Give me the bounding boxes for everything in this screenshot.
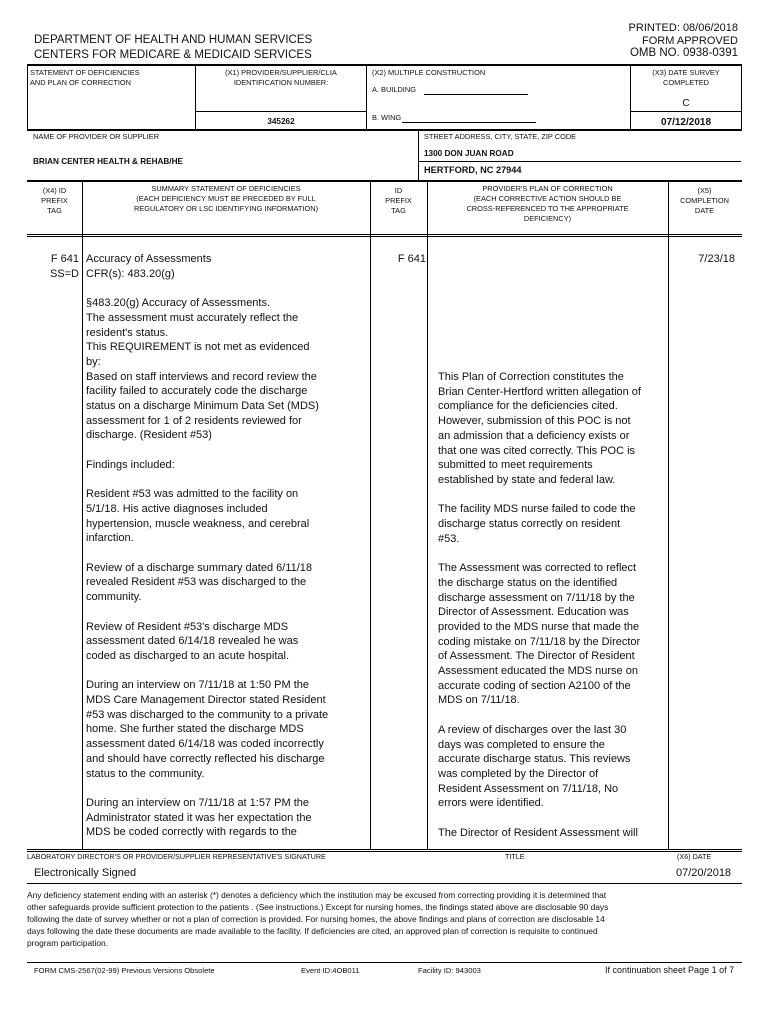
id-prefix-tag: F 641 xyxy=(397,253,426,265)
provider-number: 345262 xyxy=(267,117,295,126)
summary-line: assessment for 1 of 2 residents reviewed for xyxy=(86,414,302,427)
address-street: 1300 DON JUAN ROAD xyxy=(424,149,514,158)
plan-line: This Plan of Correction constitutes the xyxy=(438,371,624,383)
survey-date: 07/12/2018 xyxy=(660,117,712,128)
summary-line: and should have correctly reflected his discharge xyxy=(86,752,325,765)
plan-line: that one was cited correctly. This POC is xyxy=(438,444,636,457)
plan-line xyxy=(438,811,666,826)
plan-line: #53. xyxy=(438,532,460,545)
plan-line: accurate discharge status. This reviews xyxy=(438,753,631,766)
plan-line xyxy=(438,708,666,723)
summary-line: revealed Resident #53 was discharged to the xyxy=(86,576,307,589)
plan-line: discharge status correctly on resident xyxy=(438,518,621,531)
x4-header: (X4) ID PREFIX TAG xyxy=(41,186,68,215)
wing-label: B. WING xyxy=(372,113,402,122)
event-id: Event ID:4OB011 xyxy=(301,966,360,975)
summary-line: assessment dated 6/14/18 revealed he was xyxy=(86,635,299,648)
plan-line: of Assessment. The Director of Resident xyxy=(438,650,635,663)
form-id: FORM CMS-2567(02-99) Previous Versions Obsolete xyxy=(34,966,215,975)
summary-line: facility failed to accurately code the discharge xyxy=(86,385,308,398)
plan-line: provided to the MDS nurse that made the xyxy=(438,620,640,633)
omb-number: OMB NO. 0938-0391 xyxy=(629,47,738,59)
summary-line: home. She further stated the discharge MDS xyxy=(86,723,304,736)
summary-line: status to the community. xyxy=(86,767,205,780)
summary-line xyxy=(86,281,366,296)
summary-line: Review of Resident #53's discharge MDS xyxy=(86,620,289,633)
x3-label: (X3) DATE SURVEY COMPLETED xyxy=(652,68,720,87)
summary-line xyxy=(86,605,366,620)
provider-label: NAME OF PROVIDER OR SUPPLIER xyxy=(33,132,160,141)
summary-line: Accuracy of Assessments xyxy=(86,253,212,265)
signature-date: 07/20/2018 xyxy=(676,867,732,879)
summary-line: resident's status. xyxy=(86,326,169,339)
summary-line: infarction. xyxy=(86,532,134,545)
plan-text xyxy=(438,370,666,840)
summary-line: Findings included: xyxy=(86,458,175,471)
summary-line: §483.20(g) Accuracy of Assessments. xyxy=(86,297,271,310)
plan-line: submitted to meet requirements xyxy=(438,459,593,472)
plan-line xyxy=(438,546,666,561)
plan-line xyxy=(438,488,666,503)
printed-date: PRINTED: 08/06/2018 xyxy=(628,22,738,34)
plan-line: errors were identified. xyxy=(438,797,544,810)
plan-line: Assessment educated the MDS nurse on xyxy=(438,665,638,678)
address-label: STREET ADDRESS, CITY, STATE, ZIP CODE xyxy=(424,132,577,141)
summary-line: MDS Care Management Director stated Resident xyxy=(86,694,326,706)
facility-id: Facility ID: 943003 xyxy=(418,966,481,975)
summary-line: coded as discharged to an acute hospital. xyxy=(86,649,290,662)
summary-line: Based on staff interviews and record review the xyxy=(86,370,317,383)
plan-line: discharge assessment on 7/11/18 by the xyxy=(438,591,635,604)
plan-line: an admission that a deficiency exists or xyxy=(438,429,630,442)
plan-line: The Director of Resident Assessment will xyxy=(438,826,638,839)
plan-line: A review of discharges over the last 30 xyxy=(438,723,627,736)
signature-label: LABORATORY DIRECTOR'S OR PROVIDER/SUPPLIER REPRESENTATIVE'S SIGNATURE xyxy=(27,852,326,861)
summary-line xyxy=(86,664,366,679)
plan-line: Brian Center-Hertford written allegation of xyxy=(438,385,641,398)
plan-line: the discharge status on the identified xyxy=(438,576,618,589)
plan-line: established by state and federal law. xyxy=(438,473,616,486)
plan-line: coding mistake on 7/11/18 by the Director xyxy=(438,635,641,648)
disclaimer: Any deficiency statement ending with an asterisk (*) denotes a deficiency which the institution may be excused from correcting providing it is determined that other safeguards provide sufficient protection to the patients . (See instructions.) Except for nursing homes, the findings stated above are disclosable 90 days following the date of survey whether or not a plan of correction is provided. For nursing homes, the above findings and plans of correction are disclosable 14 days following the date these documents are made available to the facility. If deficiencies are cited, an approved plan of correction is requisite to continued program participation. xyxy=(27,890,609,948)
title-label: TITLE xyxy=(505,852,525,861)
summary-line: Review of a discharge summary dated 6/11/18 xyxy=(86,561,313,574)
summary-line: MDS be coded correctly with regards to the xyxy=(86,826,297,839)
summary-line: hypertension, muscle weakness, and cerebral xyxy=(86,517,310,530)
summary-line xyxy=(86,781,366,796)
summary-line: assessment dated 6/14/18 was coded incorrectly xyxy=(86,738,324,751)
plan-line: The Assessment was corrected to reflect xyxy=(438,562,637,575)
signature-value: Electronically Signed xyxy=(34,867,137,879)
summary-text xyxy=(86,252,366,840)
plan-line: The facility MDS nurse failed to code the xyxy=(438,503,636,516)
centers-title: CENTERS FOR MEDICARE & MEDICAID SERVICES xyxy=(34,49,312,61)
department-title: DEPARTMENT OF HEALTH AND HUMAN SERVICES xyxy=(34,34,313,46)
provider-name: BRIAN CENTER HEALTH & REHAB/HE xyxy=(33,157,183,166)
plan-line: Resident Assessment on 7/11/18, No xyxy=(438,782,619,795)
summary-line: #53 was discharged to the community to a private xyxy=(86,708,329,721)
summary-line: This REQUIREMENT is not met as evidenced xyxy=(86,341,310,354)
id-header: ID PREFIX TAG xyxy=(385,186,412,215)
summary-line xyxy=(86,546,366,561)
statement-label: STATEMENT OF DEFICIENCIES AND PLAN OF CORRECTION xyxy=(30,68,140,87)
summary-line: community. xyxy=(86,591,142,604)
summary-line: The assessment must accurately reflect the xyxy=(86,311,299,324)
plan-line: days was completed to ensure the xyxy=(438,738,605,751)
date-label: (X6) DATE xyxy=(677,852,712,861)
completion-date: 7/23/18 xyxy=(698,253,735,265)
summary-line: During an interview on 7/11/18 at 1:57 PM the xyxy=(86,796,309,809)
address-city: HERTFORD, NC 27944 xyxy=(424,165,522,175)
summary-line: by: xyxy=(86,355,101,368)
x2-label: (X2) MULTIPLE CONSTRUCTION xyxy=(372,68,486,77)
form-approved: FORM APPROVED xyxy=(642,34,738,47)
plan-line: was completed by the Director of xyxy=(438,767,599,780)
summary-line: 5/1/18. His active diagnoses included xyxy=(86,502,268,515)
page-number: If continuation sheet Page 1 of 7 xyxy=(605,965,735,975)
summary-header: SUMMARY STATEMENT OF DEFICIENCIES (EACH DEFICIENCY MUST BE PRECEDED BY FULL REGULATORY OR LSC IDENTIFYING INFORMATION) xyxy=(133,184,319,213)
plan-line: MDS on 7/11/18. xyxy=(438,694,520,707)
tag-prefix: F 641 SS=D xyxy=(49,253,79,280)
summary-line xyxy=(86,473,366,488)
plan-line: However, submission of this POC is not xyxy=(438,415,631,428)
summary-line: Resident #53 was admitted to the facility on xyxy=(86,488,299,501)
plan-line: compliance for the deficiencies cited. xyxy=(438,400,618,413)
summary-line: CFR(s): 483.20(g) xyxy=(86,267,175,280)
plan-line: accurate coding of section A2100 of the xyxy=(438,679,631,692)
building-label: A. BUILDING xyxy=(372,85,416,94)
summary-line: discharge. (Resident #53) xyxy=(86,429,212,442)
summary-line xyxy=(86,443,366,458)
summary-line: status on a discharge Minimum Data Set (MDS) xyxy=(86,400,319,413)
plan-line: Director of Assessment. Education was xyxy=(438,606,629,619)
survey-letter: C xyxy=(682,98,690,109)
plan-header: PROVIDER'S PLAN OF CORRECTION (EACH CORRECTIVE ACTION SHOULD BE CROSS-REFERENCED TO THE APPROPRIATE DEFICIENCY) xyxy=(466,184,629,223)
x1-label: (X1) PROVIDER/SUPPLIER/CLIA IDENTIFICATION NUMBER: xyxy=(225,68,337,87)
x5-header: (X5) COMPLETION DATE xyxy=(680,186,729,215)
summary-line: Administrator stated it was her expectation the xyxy=(86,811,312,824)
summary-line: During an interview on 7/11/18 at 1:50 PM the xyxy=(86,679,309,692)
